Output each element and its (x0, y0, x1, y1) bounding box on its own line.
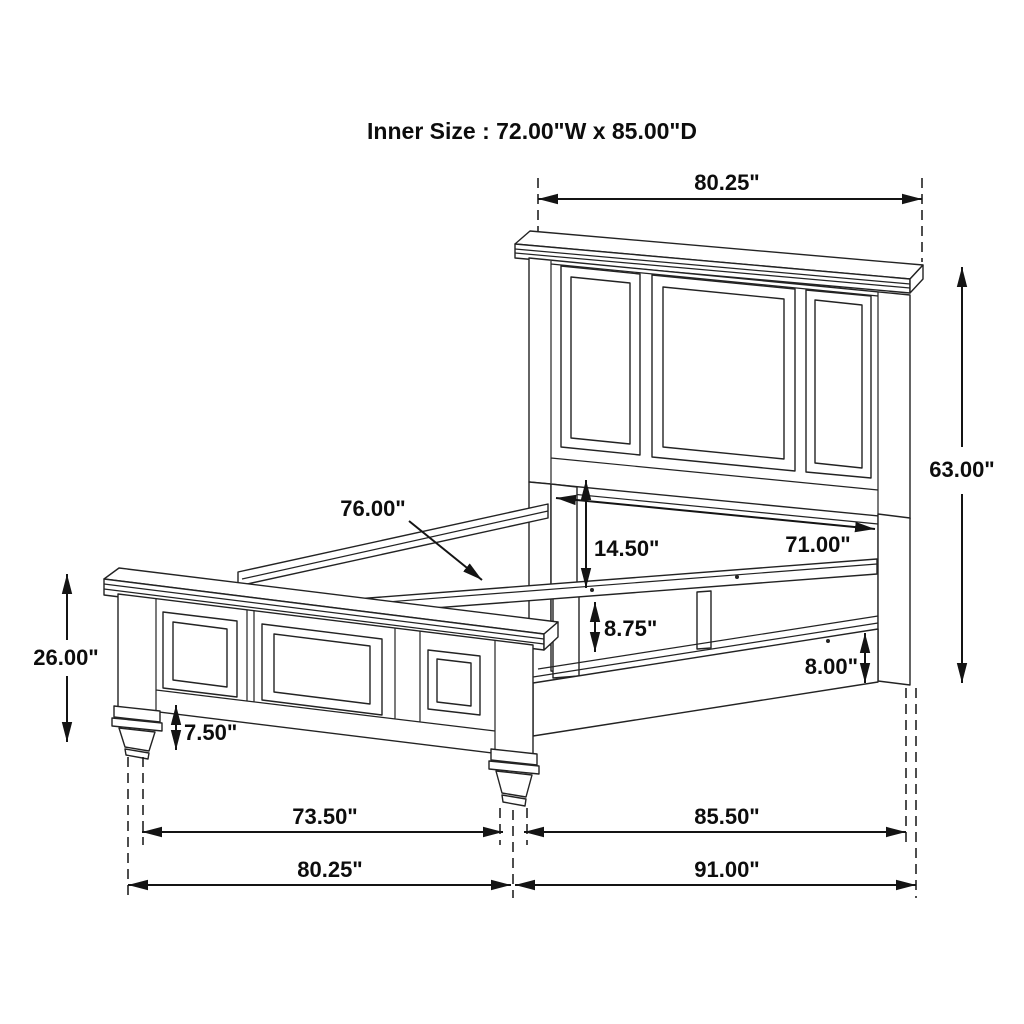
footboard-panel-right-inner (437, 659, 471, 706)
dim-overall-depth (515, 857, 916, 885)
footboard-left-leg (112, 706, 162, 759)
dim-headboard-height (929, 267, 994, 683)
dim-label-footboard-width: 80.25" (297, 857, 363, 882)
headboard-panel-center-inner (663, 287, 784, 459)
diagram-title: Inner Size : 72.00"W x 85.00"D (367, 118, 697, 144)
ext-bottom-right (906, 688, 916, 898)
footboard-right-leg (489, 749, 539, 806)
dim-slat-support-height (595, 602, 657, 652)
screw-dot (590, 588, 594, 592)
far-side-rail-edge (242, 511, 548, 579)
dim-footboard-width (128, 857, 511, 885)
dim-label-slat-support-height: 8.75" (604, 616, 658, 641)
dim-label-footboard-height: 26.00" (33, 645, 99, 670)
center-slat-rail-edge (335, 564, 877, 606)
dim-label-inner-width: 71.00" (785, 532, 851, 557)
dim-label-side-rail-height: 8.00" (804, 654, 858, 679)
headboard-panel-right-inner (815, 300, 862, 468)
dim-footboard-span (142, 804, 503, 832)
dim-label-footboard-leg-height: 7.50" (184, 720, 238, 745)
ext-bottom-left (128, 757, 143, 898)
dim-label-footboard-span: 73.50" (292, 804, 358, 829)
dim-headboard-width (538, 170, 922, 199)
footboard-panel-left-inner (173, 622, 227, 687)
screw-dot (735, 575, 739, 579)
headboard-panel-left-inner (571, 277, 630, 444)
screw-dot (826, 639, 830, 643)
slat-leg (697, 591, 711, 649)
dim-side-rail-span (524, 804, 906, 832)
footboard-panel-center-inner (274, 634, 370, 704)
dim-label-slat-rail-length: 76.00" (340, 496, 406, 521)
dim-label-headboard-clearance: 14.50" (594, 536, 660, 561)
dim-label-headboard-height: 63.00" (929, 457, 995, 482)
dim-label-headboard-width: 80.25" (694, 170, 760, 195)
dim-label-overall-depth: 91.00" (694, 857, 760, 882)
dim-label-side-rail-span: 85.50" (694, 804, 760, 829)
dim-footboard-height (33, 574, 98, 742)
headboard-right-post (878, 514, 910, 685)
